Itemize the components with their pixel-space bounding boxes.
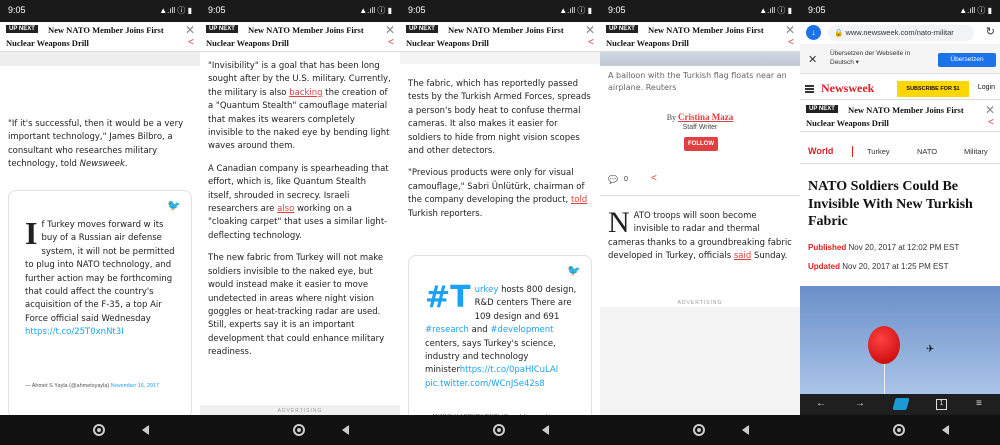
divider [600,195,800,196]
browser-url-bar [800,22,1000,44]
screen-5 [800,0,1000,445]
status-icons: ▲.ıll ⓘ ▮ [759,6,792,15]
byline: By Cristina Maza [666,112,734,122]
close-icon[interactable]: ✕ [784,23,795,37]
up-next-badge: UP NEXT [606,25,638,33]
advertising-label: ADVERTISING [200,405,400,415]
back-arrow-icon[interactable]: ← [816,398,826,409]
tweet-author: — Ahmet S Yayla (@ahmetsyayla) November 16, 2017 [25,383,160,389]
home-button[interactable] [893,424,905,436]
android-nav-bar [600,415,800,445]
up-next-title[interactable]: New NATO Member Joins First Nuclear Weapons Drill [406,25,564,48]
tweet-link[interactable]: https://t.co/0paHlCuLAl [459,365,559,376]
tweet-text: #T urkey hosts 800 design, R&D centers There are 109 design and 691 #research and #development centers, says Turkey's science, industry and technology ministerhttps://t.co/0paHlCuLAl pic.twitter.com/WCnJSe42s8 [425,280,577,389]
menu-icon[interactable]: ≡ [976,398,982,409]
tabs-icon[interactable]: 1 [936,399,947,410]
close-icon[interactable]: ✕ [584,23,595,37]
section-nato[interactable]: NATO [917,147,938,156]
ad-band [400,52,600,64]
login-link[interactable]: Login [977,84,995,91]
translate-button[interactable]: Übersetzen [938,53,996,67]
share-icon[interactable]: < [788,37,794,48]
translate-language-select[interactable]: Deutsch [830,59,854,66]
ad-band [0,52,200,66]
browser-home-icon[interactable] [892,398,909,410]
section-nav [800,140,1000,164]
newsweek-logo[interactable]: Newsweek [821,81,875,95]
section-military[interactable]: Military [964,147,988,156]
airplane-icon: ✈ [926,344,935,355]
advertising-label: ADVERTISING [600,297,800,307]
status-bar: 9:05 ▲.ıll ⓘ ▮ [800,0,1000,22]
up-next-badge: UP NEXT [806,105,838,113]
status-bar: 9:05 ▲.ıll ⓘ ▮ [600,0,800,22]
translate-label: Übersetzen der Webseite in Deutsch ▾ [830,50,911,66]
share-icon[interactable]: < [988,117,994,128]
share-icon[interactable]: < [588,37,594,48]
up-next-header[interactable] [600,22,800,52]
reload-icon[interactable]: ↻ [985,26,995,38]
status-icons: ▲.ıll ⓘ ▮ [559,6,592,15]
paragraph: The new fabric from Turkey will not make soldiers invisible to the naked eye, but would instead make it easier to move undetected in areas where night vision goggles or heat-tracking radar are used. Still, experts say it is an important development that could enhance military readiness. [208,253,385,358]
screen-2 [200,0,400,445]
paragraph: "Invisibility" is a goal that has been long sought after by the U.S. military. Currently, the military is also backing the creation of a "Quantum Stealth" camouflage material that makes its wearers completely invisible to the naked eye by bending light waves around them. [208,61,391,152]
screen-1 [0,0,200,445]
balloon-string [884,364,885,394]
home-button[interactable] [93,424,105,436]
up-next-header[interactable] [400,22,600,52]
up-next-badge: UP NEXT [6,25,38,33]
comment-count: 0 [624,176,628,183]
hero-image [800,286,1000,394]
back-button[interactable] [342,425,349,435]
up-next-badge: UP NEXT [206,25,238,33]
article-paragraph: "If it's successful, then it would be a very important technology," James Bilbro, a consultant who researches military technology, told Newsweek. [8,119,184,170]
section-world[interactable]: World [808,146,834,156]
back-button[interactable] [942,425,949,435]
updated-date: Updated Nov 20, 2017 at 1:25 PM EST [808,262,949,271]
home-button[interactable] [293,424,305,436]
paragraph: The fabric, which has reportedly passed tests by the Turkish Armed Forces, spreads a person's body heat to confuse thermal cameras. It also makes it easier for soldiers to hide from night vision scopes and other detectors. [408,79,591,157]
balloon [868,326,900,364]
hashtag-development[interactable]: #development [490,325,554,336]
screen-4 [600,0,800,445]
section-turkey[interactable]: Turkey [867,147,890,156]
menu-icon[interactable] [805,85,814,87]
up-next-header[interactable] [800,102,1000,132]
article-headline: NATO Soldiers Could Be Invisible With New Turkish Fabric [808,179,973,229]
embedded-tweet[interactable] [8,190,192,418]
forward-arrow-icon[interactable]: → [855,398,865,409]
up-next-title[interactable]: New NATO Member Joins First Nuclear Weapons Drill [206,25,364,48]
share-icon[interactable]: < [651,173,657,184]
close-icon[interactable]: ✕ [184,23,195,37]
subscribe-button[interactable]: SUBSCRIBE FOR $1 [897,81,969,97]
hashtag-research[interactable]: #research [425,325,469,336]
tweet-link[interactable]: https://t.co/25T0xnNt3I [25,327,124,338]
browser-bottom-bar [800,394,1000,415]
screen-3 [400,0,600,445]
said-link[interactable]: said [733,251,752,262]
home-button[interactable] [493,424,505,436]
divider [852,146,853,157]
status-bar: 9:05 ▲.ıll ⓘ ▮ [200,0,400,22]
comment-icon[interactable]: 💬 [608,175,618,184]
article-photo [600,52,800,66]
embedded-tweet[interactable] [408,255,592,420]
share-icon[interactable]: < [388,37,394,48]
tweet-pic-link[interactable]: pic.twitter.com/WCnJSe42s8 [425,378,545,389]
up-next-title[interactable]: New NATO Member Joins First Nuclear Weapons Drill [6,25,164,48]
back-button[interactable] [742,425,749,435]
backing-link[interactable]: backing [289,87,323,98]
download-icon[interactable]: ↓ [806,25,821,40]
up-next-header[interactable] [200,22,400,52]
paragraph: A Canadian company is spearheading that effort, which is, like Quantum Stealth itself, shrouded in secrecy. Israeli researchers are also working on a "cloaking carpet" that uses a similar light-deflecting technology. [208,163,389,241]
photo-caption: A balloon with the Turkish flag floats near an airplane. Reuters [608,71,787,92]
article-body [208,60,392,369]
status-bar: 9:05 ▲.ıll ⓘ ▮ [0,0,200,22]
home-button[interactable] [693,424,705,436]
android-nav-bar [400,415,600,445]
close-icon[interactable]: ✕ [384,23,395,37]
author-link[interactable]: Cristina Maza [678,112,734,122]
tweet-text: If Turkey moves forward w its buy of a Russian air defense system, it will not be permitted to plug into NATO technology, and further action may be forthcoming that could affect the country's acquisition of the F-35, a top Air Force official said Wednesday https://t.co/25T0xnNt3I [25,215,175,338]
site-header [800,78,1000,100]
lead-paragraph: NATO troops will soon become invisible to radar and thermal cameras thanks to a groundbreaking fabric developed in Turkey, officials said Sunday. [608,206,792,262]
ad-slot [600,307,800,415]
share-icon[interactable]: < [188,37,194,48]
status-icons: ▲.ıll ⓘ ▮ [159,6,192,15]
up-next-title[interactable]: New NATO Member Joins First Nuclear Weapons Drill [606,25,764,48]
author-role: Staff Writer [682,124,718,131]
status-icons: ▲.ıll ⓘ ▮ [959,6,992,15]
android-nav-bar [800,415,1000,445]
up-next-header[interactable] [0,22,200,52]
published-date: Published Nov 20, 2017 at 12:02 PM EST [808,243,960,252]
follow-button[interactable]: FOLLOW [684,137,718,151]
article-body [408,78,592,230]
paragraph: "Previous products were only for visual camouflage," Sabri Ünlütürk, chairman of the company developing the product, told Turkish reporters. [408,168,588,219]
up-next-badge: UP NEXT [406,25,438,33]
back-button[interactable] [142,425,149,435]
also-link[interactable]: also [277,204,295,215]
status-bar: 9:05 ▲.ıll ⓘ ▮ [400,0,600,22]
close-icon[interactable]: ✕ [984,103,995,117]
url-input[interactable]: 🔒 www.newsweek.com/nato-militar [828,25,974,41]
twitter-bird-icon: 🐦 [567,265,581,277]
told-link[interactable]: told [570,195,588,206]
translate-bar [800,44,1000,74]
up-next-title[interactable]: New NATO Member Joins First Nuclear Weapons Drill [806,105,964,128]
status-icons: ▲.ıll ⓘ ▮ [359,6,392,15]
android-nav-bar [200,415,400,445]
twitter-bird-icon: 🐦 [167,200,181,212]
android-nav-bar [0,415,200,445]
back-button[interactable] [542,425,549,435]
close-icon[interactable]: ✕ [808,54,818,66]
